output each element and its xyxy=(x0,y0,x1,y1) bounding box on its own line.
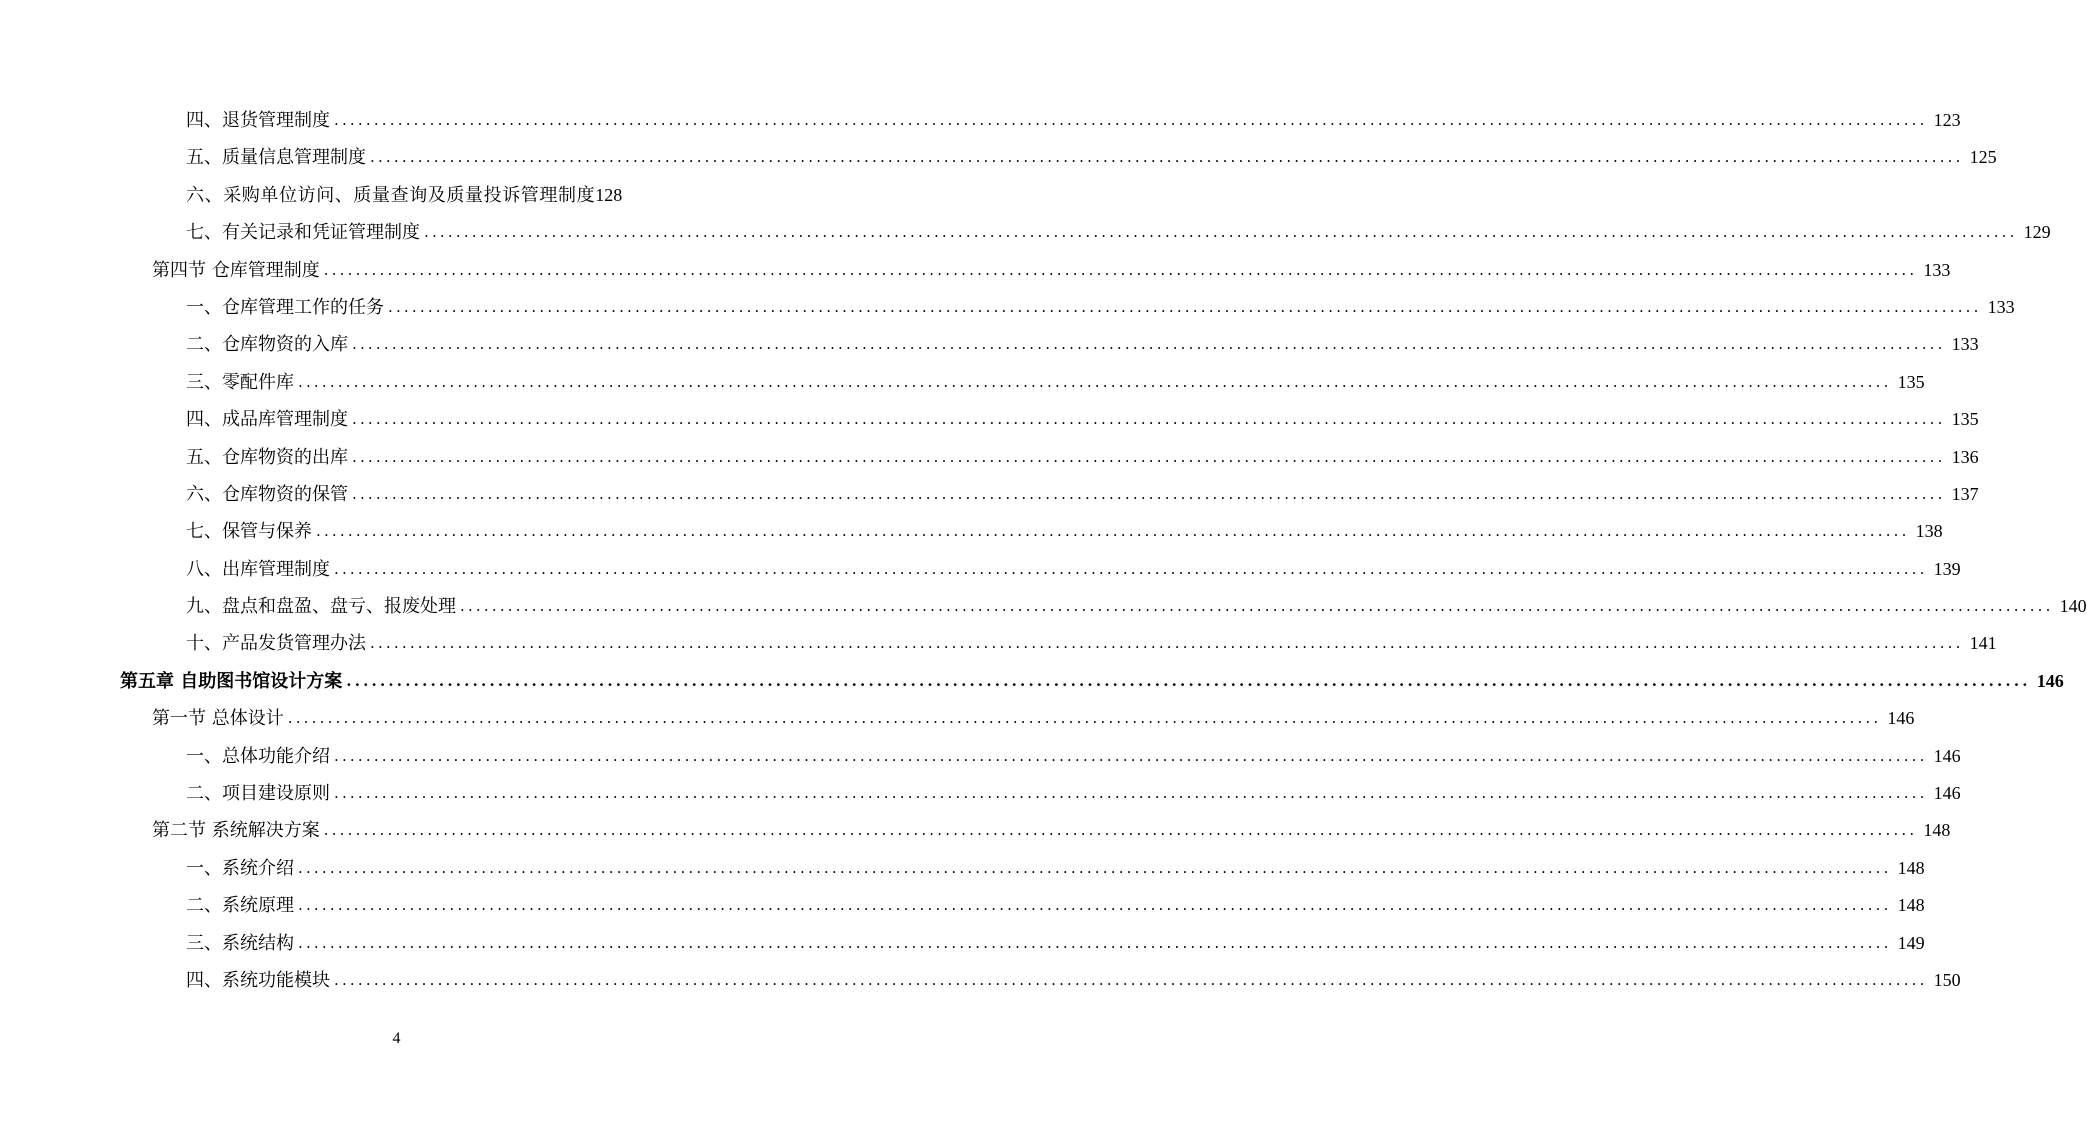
toc-dot-leader: ........................................................................................................................................................................................................ xyxy=(323,821,1918,840)
toc-subsection-entry[interactable] xyxy=(0,476,1979,513)
toc-entry-title: 四、退货管理制度 xyxy=(186,110,330,131)
toc-dot-leader: ........................................................................................................................................................................................................ xyxy=(334,746,1928,765)
toc-dot-leader: ........................................................................................................................................................................................................ xyxy=(460,597,2054,616)
toc-dot-leader: ........................................................................................................................................................................................................ xyxy=(352,410,1946,429)
table-of-contents xyxy=(0,102,2087,999)
toc-dot-leader: ........................................................................................................................................................................................................ xyxy=(323,260,1918,279)
toc-dot-leader: ........................................................................................................................................................................................................ xyxy=(352,335,1946,354)
toc-subsection-entry[interactable] xyxy=(0,738,1961,775)
toc-entry-page: 133 xyxy=(1987,296,2015,317)
toc-subsection-entry[interactable] xyxy=(0,364,1925,401)
toc-chapter-entry[interactable] xyxy=(0,663,2064,700)
toc-subsection-entry[interactable] xyxy=(0,102,1961,139)
toc-subsection-entry[interactable] xyxy=(0,513,1943,550)
toc-dot-leader: ........................................................................................................................................................................................................ xyxy=(352,447,1946,466)
toc-subsection-entry[interactable] xyxy=(0,887,1925,924)
toc-entry-page: 135 xyxy=(1951,409,1979,430)
toc-entry-title: 五、质量信息管理制度 xyxy=(186,147,366,169)
toc-entry-title: 七、有关记录和凭证管理制度 xyxy=(186,222,420,244)
toc-entry-page: 137 xyxy=(1951,483,1979,504)
toc-entry-title: 二、项目建设原则 xyxy=(186,783,330,805)
toc-entry-page: 133 xyxy=(1951,334,1979,355)
toc-dot-leader: ........................................................................................................................................................................................................ xyxy=(424,223,2018,242)
toc-entry-page: 148 xyxy=(1897,857,1925,878)
toc-entry-page: 141 xyxy=(1969,633,1997,654)
toc-dot-leader: ........................................................................................................................................................................................................ xyxy=(346,671,2031,690)
toc-entry-title: 一、系统介绍 xyxy=(186,857,294,879)
toc-dot-leader: ........................................................................................................................................................................................................ xyxy=(370,148,1964,167)
toc-dot-leader: ........................................................................................................................................................................................................ xyxy=(370,634,1964,653)
toc-entry-page: 150 xyxy=(1933,969,1961,990)
toc-entry-title: 九、盘点和盘盈、盘亏、报废处理 xyxy=(186,596,456,618)
toc-subsection-entry[interactable] xyxy=(0,326,1979,363)
toc-entry-title: 六、采购单位访问、质量查询及质量投诉管理制度 xyxy=(186,184,596,206)
toc-subsection-entry[interactable] xyxy=(0,962,1961,999)
toc-entry-page: 146 xyxy=(1933,745,1961,766)
toc-entry-page: 140 xyxy=(2059,596,2087,617)
toc-subsection-entry[interactable] xyxy=(0,401,1979,438)
toc-entry-title: 六、仓库物资的保管 xyxy=(186,483,348,505)
toc-subsection-entry[interactable] xyxy=(0,775,1961,812)
toc-subsection-entry[interactable] xyxy=(0,551,1961,588)
toc-entry-title: 第二节 系统解决方案 xyxy=(152,820,320,842)
toc-subsection-entry[interactable] xyxy=(0,439,1979,476)
toc-entry-title: 八、出库管理制度 xyxy=(186,558,330,580)
toc-entry-page: 123 xyxy=(1933,110,1961,130)
toc-entry-page: 146 xyxy=(1887,708,1915,729)
toc-entry-title: 二、系统原理 xyxy=(186,895,294,917)
toc-entry-title: 一、总体功能介绍 xyxy=(186,745,330,767)
toc-entry-page: 133 xyxy=(1923,259,1951,280)
toc-subsection-entry[interactable] xyxy=(0,289,2015,326)
toc-dot-leader: ........................................................................................................................................................................................................ xyxy=(352,484,1946,503)
toc-section-entry[interactable] xyxy=(0,700,1915,737)
toc-subsection-entry[interactable] xyxy=(0,925,1925,962)
toc-dot-leader: ........................................................................................................................................................................................................ xyxy=(298,896,1892,915)
toc-dot-leader: ........................................................................................................................................................................................................ xyxy=(298,858,1892,877)
toc-entry-title: 四、成品库管理制度 xyxy=(186,409,348,431)
toc-entry-title: 第五章 自助图书馆设计方案 xyxy=(120,670,343,692)
toc-dot-leader: ........................................................................................................................................................................................................ xyxy=(334,111,1928,129)
toc-entry-page: 146 xyxy=(1933,783,1961,804)
toc-entry-page: 146 xyxy=(2036,670,2064,691)
toc-subsection-entry[interactable] xyxy=(0,588,2087,625)
toc-dot-leader: ........................................................................................................................................................................................................ xyxy=(388,297,1982,316)
toc-subsection-entry[interactable] xyxy=(0,625,1997,662)
toc-entry-page: 149 xyxy=(1897,932,1925,953)
toc-entry-page: 128 xyxy=(595,184,623,205)
page-number: 4 xyxy=(392,1030,401,1047)
toc-subsection-entry[interactable] xyxy=(0,850,1925,887)
toc-entry-page: 136 xyxy=(1951,446,1979,467)
toc-entry-page: 135 xyxy=(1897,371,1925,392)
toc-entry-title: 三、系统结构 xyxy=(186,932,294,954)
toc-section-entry[interactable] xyxy=(0,252,1951,289)
toc-entry-title: 二、仓库物资的入库 xyxy=(186,334,348,356)
toc-dot-leader: ........................................................................................................................................................................................................ xyxy=(334,970,1928,989)
toc-entry-page: 125 xyxy=(1969,147,1997,168)
toc-subsection-entry[interactable] xyxy=(0,139,1997,176)
toc-dot-leader: ........................................................................................................................................................................................................ xyxy=(334,784,1928,803)
toc-entry-page: 148 xyxy=(1923,820,1951,841)
toc-entry-title: 一、仓库管理工作的任务 xyxy=(186,296,384,318)
toc-entry-page: 139 xyxy=(1933,558,1961,579)
toc-entry-title: 五、仓库物资的出库 xyxy=(186,446,348,468)
toc-entry-page: 129 xyxy=(2023,222,2051,243)
toc-entry-page: 138 xyxy=(1915,521,1943,542)
toc-entry-title: 四、系统功能模块 xyxy=(186,969,330,991)
toc-section-entry[interactable] xyxy=(0,812,1951,849)
toc-dot-leader: ........................................................................................................................................................................................................ xyxy=(298,372,1892,391)
toc-entry-page: 148 xyxy=(1897,895,1925,916)
toc-entry-title: 第一节 总体设计 xyxy=(152,708,284,730)
toc-dot-leader: ........................................................................................................................................................................................................ xyxy=(316,522,1910,541)
toc-subsection-entry[interactable] xyxy=(0,214,2051,251)
toc-entry-title: 第四节 仓库管理制度 xyxy=(152,259,320,281)
toc-dot-leader: ........................................................................................................................................................................................................ xyxy=(298,933,1892,952)
toc-dot-leader: ........................................................................................................................................................................................................ xyxy=(334,559,1928,578)
toc-dot-leader: ........................................................................................................................................................................................................ xyxy=(287,709,1882,728)
toc-entry-title: 七、保管与保养 xyxy=(186,521,312,543)
toc-entry-title: 三、零配件库 xyxy=(186,371,294,393)
toc-subsection-entry[interactable] xyxy=(0,177,673,214)
toc-entry-title: 十、产品发货管理办法 xyxy=(186,633,366,655)
